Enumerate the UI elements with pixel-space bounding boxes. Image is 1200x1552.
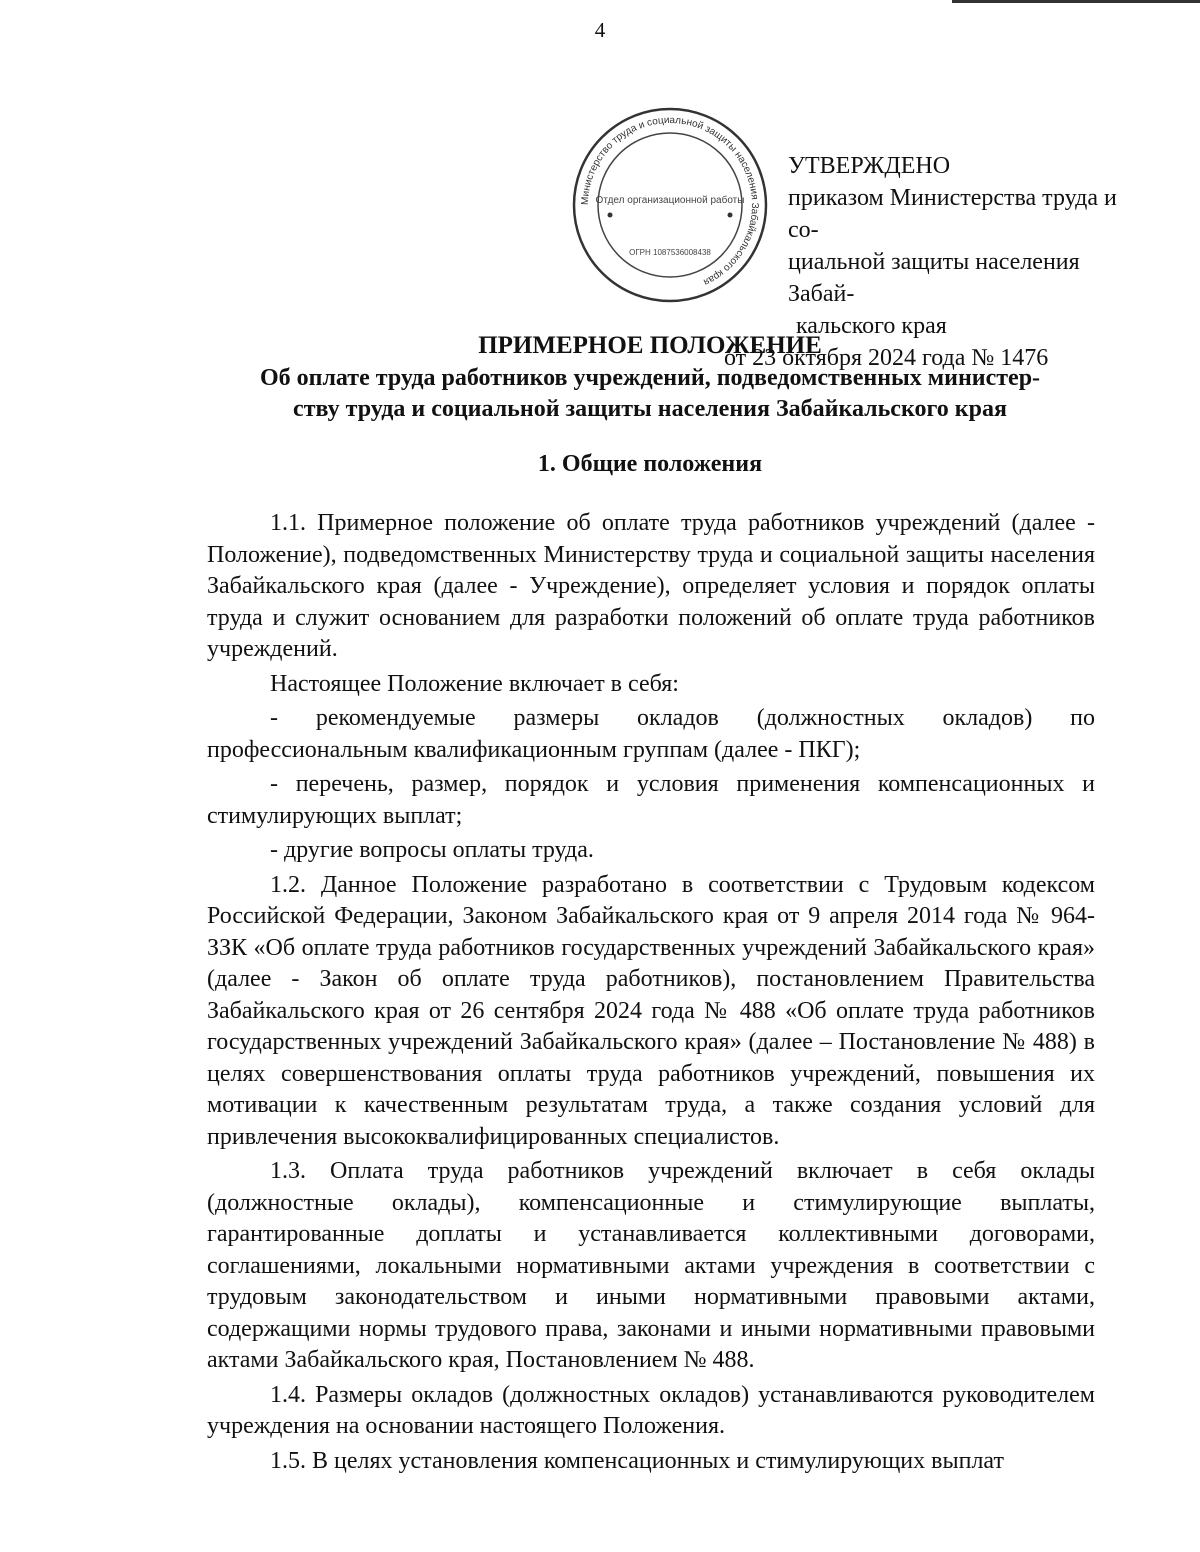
page-number: 4 (594, 18, 606, 42)
paragraph-1-3: 1.3. Оплата труда работников учреждений включает в себя оклады (должностные оклады), компенсационные и стимулирующие выплаты, гарантированные доплаты и устанавливается коллективными договорами, соглашениями, локальными нормативными актами учреждения в соответствии с трудовым законодательством и иными нормативными правовыми актами, содержащими нормы трудового права, законами и иными нормативными правовыми актами Забайкальского края, Постановлением № 488. (207, 1158, 1095, 1373)
approval-line-1: приказом Министерства труда и со- (788, 185, 1117, 243)
stamp-inner-text: Отдел организационной работы (595, 195, 745, 206)
approval-title: УТВЕРЖДЕНО (788, 153, 951, 179)
paragraph-1-4: 1.4. Размеры окладов (должностных окладов) устанавливаются руководителем учреждения на основании настоящего Положения. (207, 1381, 1095, 1439)
stamp-outer-text: Министерство труда и социальной защиты населения Забайкальского края (579, 114, 761, 288)
top-edge-line (952, 0, 1200, 3)
paragraph-1-1: 1.1. Примерное положение об оплате труда работников учреждений (далее - Положение), подведомственных Министерству труда и социальной защиты населения Забайкальского края (далее - Учреждение), определяет условия и порядок оплаты труда и служит основанием для разработки положений об оплате труда работников учреждений. (207, 510, 1095, 662)
paragraph-1-2: 1.2. Данное Положение разработано в соответствии с Трудовым кодексом Российской Федерации, Законом Забайкальского края от 9 апреля 2014 года № 964-ЗЗК «Об оплате труда работников государственных учреждений Забайкальского края» (далее - Закон об оплате труда работников), постановлением Правительства Забайкальского края от 26 сентября 2024 года № 488 «Об оплате труда работников государственных учреждений Забайкальского края» (далее – Постановление № 488) в целях совершенствования оплаты труда работников учреждений, повышения их мотивации к качественным результатам труда, а также создания условий для привлечения высококвалифицированных специалистов. (207, 871, 1095, 1150)
paragraph-1-5: 1.5. В целях установления компенсационных и стимулирующих выплат (270, 1447, 1004, 1474)
document-header (200, 330, 1100, 425)
list-item: - перечень, размер, порядок и условия применения компенсационных и стимулирующих выплат; (207, 771, 1095, 829)
stamp-ogrn: ОГРН 1087536008438 (629, 248, 711, 257)
document-body (207, 508, 1095, 1477)
document-subtitle-line-1: Об оплате труда работников учреждений, подведомственных министер- (259, 365, 1041, 391)
section-title: 1. Общие положения (537, 451, 763, 477)
document-subtitle-line-2: ству труда и социальной защиты населения Забайкальского края (293, 396, 1007, 422)
document-title: ПРИМЕРНОЕ ПОЛОЖЕНИЕ (478, 332, 822, 359)
approval-line-3: кальского края (796, 313, 947, 339)
list-item: - другие вопросы оплаты труда. (270, 837, 594, 863)
approval-line-2: циальной защиты населения Забай- (788, 249, 1080, 307)
list-item: - рекомендуемые размеры окладов (должностных окладов) по профессиональным квалификационным группам (далее - ПКГ); (207, 705, 1095, 763)
approval-date: от 23 октября 2024 года № 1476 (724, 345, 1049, 371)
paragraph-includes: Настоящее Положение включает в себя: (270, 670, 679, 697)
stamp-star (608, 213, 613, 218)
